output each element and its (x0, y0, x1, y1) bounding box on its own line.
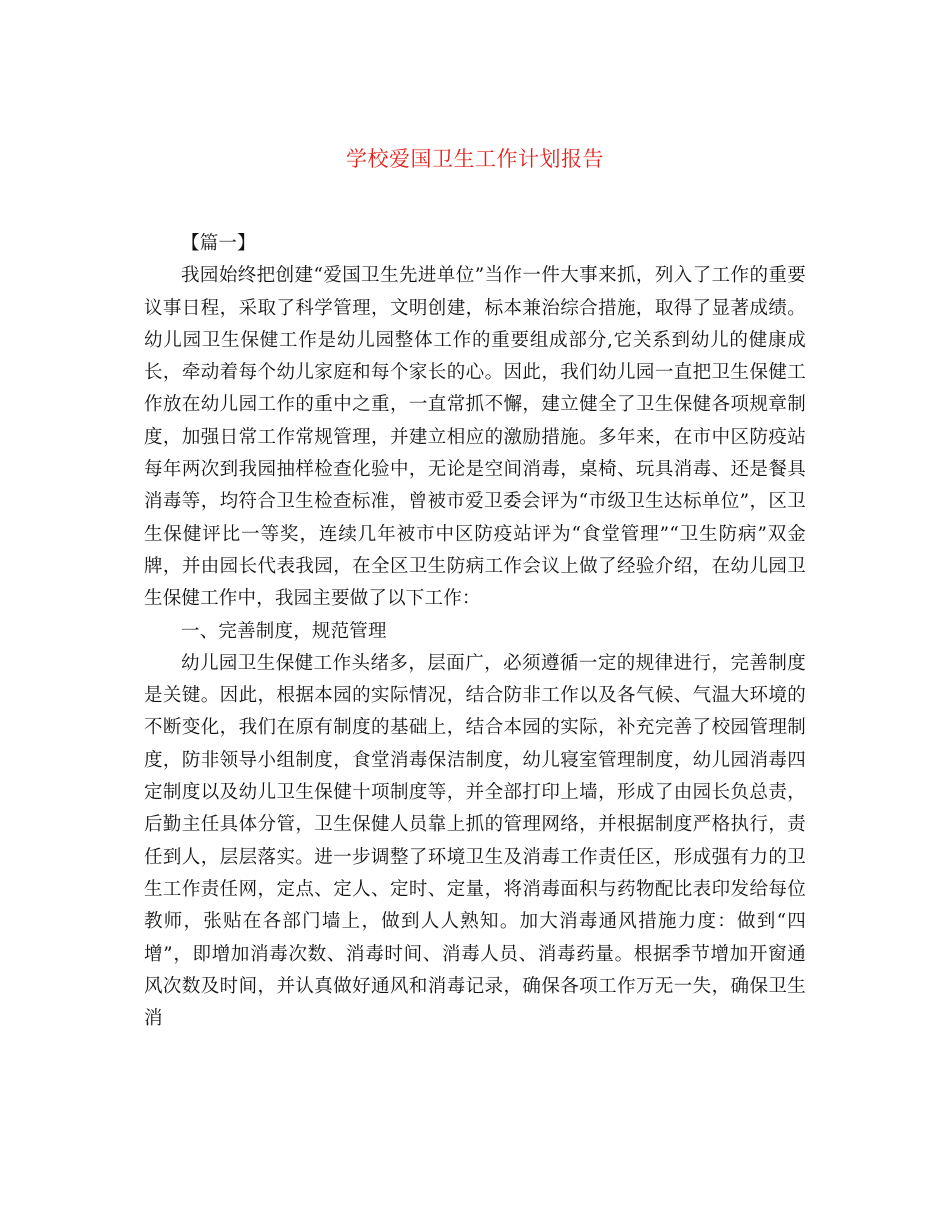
paragraph-body: 幼儿园卫生保健工作头绪多，层面广，必须遵循一定的规律进行，完善制度是关键。因此，根据本园的实际情况，结合防非工作以及各气候、气温大环境的不断变化，我们在原有制度的基础上，结合本园的实际，补充完善了校园管理制度，防非领导小组制度，食堂消毒保洁制度，幼儿寝室管理制度，幼儿园消毒四定制度以及幼儿卫生保健十项制度等，并全部打印上墙，形成了由园长负总责，后勤主任具体分管，卫生保健人员靠上抓的管理网络，并根据制度严格执行，责任到人，层层落实。进一步调整了环境卫生及消毒工作责任区，形成强有力的卫生工作责任网，定点、定人、定时、定量，将消毒面积与药物配比表印发给每位教师，张贴在各部门墙上，做到人人熟知。加大消毒通风措施力度：做到“四增”，即增加消毒次数、消毒时间、消毒人员、消毒药量。根据季节增加开窗通风次数及时间，并认真做好通风和消毒记录，确保各项工作万无一失，确保卫生消 (144, 652, 806, 1030)
paragraph-intro: 我园始终把创建“爱国卫生先进单位”当作一件大事来抓，列入了工作的重要议事日程，采取了科学管理，文明创建，标本兼治综合措施，取得了显著成绩。幼儿园卫生保健工作是幼儿园整体工作的重要组成部分,它关系到幼儿的健康成长，牵动着每个幼儿家庭和每个家长的心。因此，我们幼儿园一直把卫生保健工作放在幼儿园工作的重中之重，一直常抓不懈，建立健全了卫生保健各项规章制度，加强日常工作常规管理，并建立相应的激励措施。多年来，在市中区防疫站每年两次到我园抽样检查化验中，无论是空间消毒，桌椅、玩具消毒、还是餐具消毒等，均符合卫生检查标准，曾被市爱卫委会评为“市级卫生达标单位”，区卫生保健评比一等奖，连续几年被市中区防疫站评为“食堂管理”“卫生防病”双金牌，并由园长代表我园，在全区卫生防病工作会议上做了经验介绍，在幼儿园卫生保健工作中，我园主要做了以下工作： (144, 265, 806, 610)
section-heading: 一、完善制度，规范管理 (181, 620, 387, 642)
document-body (144, 228, 806, 1035)
section-label: 【篇一】 (181, 233, 256, 254)
document-title: 学校爱国卫生工作计划报告 (346, 147, 604, 171)
